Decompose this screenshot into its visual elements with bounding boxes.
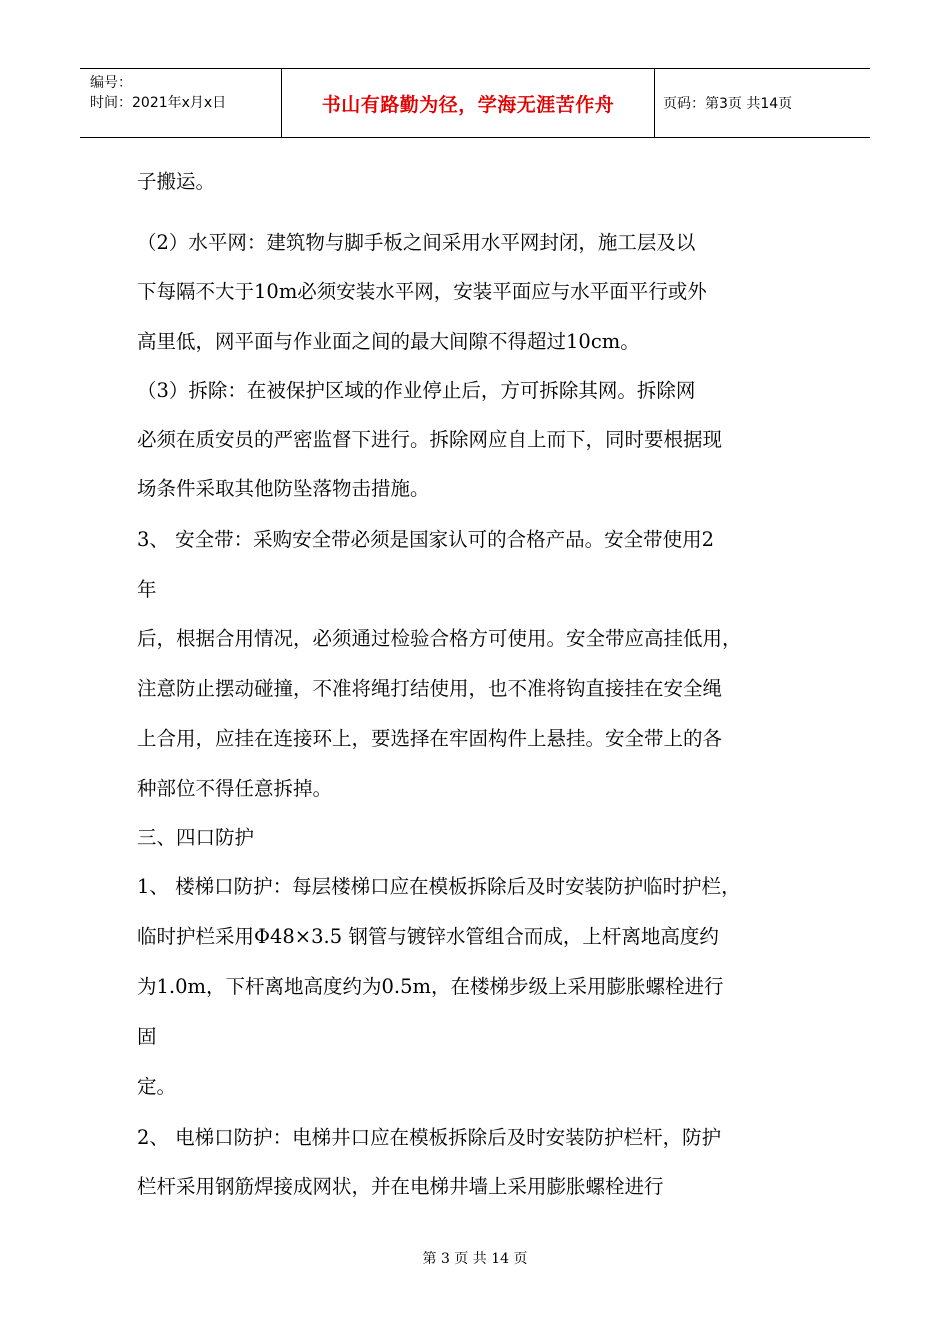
text-line: 2、 电梯口防护：电梯井口应在模板拆除后及时安装防护栏杆，防护 xyxy=(137,1126,722,1149)
text-line: 1、 楼梯口防护：每层楼梯口应在模板拆除后及时安装防护临时护栏， xyxy=(137,875,741,898)
text-line: 临时护栏采用Φ48×3.5 钢管与镀锌水管组合而成，上杆离地高度约 xyxy=(137,925,719,948)
page-footer: 第 3 页 共 14 页 xyxy=(422,1251,528,1267)
text-line: （2）水平网：建筑物与脚手板之间采用水平网封闭，施工层及以 xyxy=(137,231,696,254)
text-line: 后，根据合用情况，必须通过检验合格方可使用。安全带应高挂低用， xyxy=(137,627,742,650)
text-line: 3、 安全带：采购安全带必须是国家认可的合格产品。安全带使用2 xyxy=(137,528,715,551)
text-line: 种部位不得任意拆掉。 xyxy=(137,777,333,800)
text-line: 注意防止摆动碰撞，不准将绳打结使用，也不准将钩直接挂在安全绳 xyxy=(137,677,723,700)
text-line: 为1.0m，下杆离地高度约为0.5m，在楼梯步级上采用膨胀螺栓进行 xyxy=(137,975,724,998)
header-motto: 书山有路勤为径，学海无涯苦作舟 xyxy=(281,69,655,137)
text-line: 上合用，应挂在连接环上，要选择在牢固构件上悬挂。安全带上的各 xyxy=(137,727,723,750)
page-header xyxy=(80,68,870,138)
text-line: 场条件采取其他防坠落物击措施。 xyxy=(137,477,430,500)
section-heading: 三、四口防护 xyxy=(137,826,255,849)
text-line: 子搬运。 xyxy=(137,170,216,193)
text-line: 年 xyxy=(137,578,157,601)
header-meta xyxy=(80,69,281,137)
document-number-label: 编号： xyxy=(90,75,132,91)
text-line: 必须在质安员的严密监督下进行。拆除网应自上而下，同时要根据现 xyxy=(137,428,723,451)
text-line: 下每隔不大于10m必须安装水平网，安装平面应与水平面平行或外 xyxy=(137,280,707,303)
text-line: 高里低，网平面与作业面之间的最大间隙不得超过10cm。 xyxy=(137,330,640,353)
text-line: 固 xyxy=(137,1025,157,1048)
document-date-label: 时间：2021年x月x日 xyxy=(90,95,227,111)
text-line: 定。 xyxy=(137,1075,177,1098)
text-line: 栏杆采用钢筋焊接成网状，并在电梯井墙上采用膨胀螺栓进行 xyxy=(137,1175,664,1198)
text-line: （3）拆除：在被保护区域的作业停止后，方可拆除其网。拆除网 xyxy=(137,379,696,402)
header-page-info: 页码：第3页 共14页 xyxy=(663,96,793,112)
